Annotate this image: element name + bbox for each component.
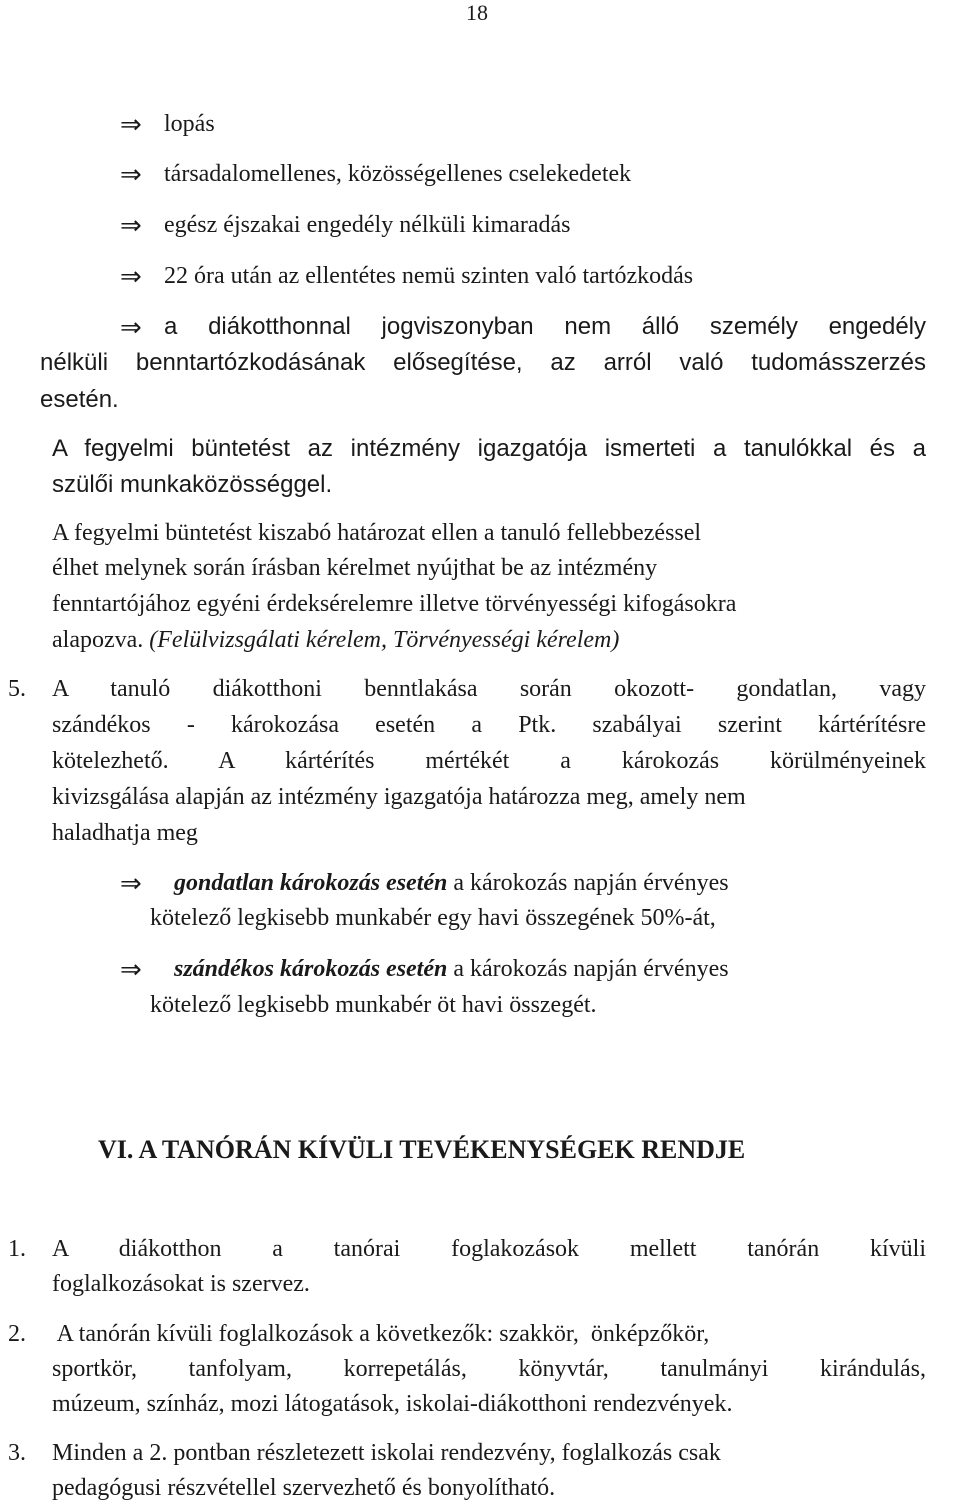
item-number: 3. [8,1440,26,1466]
item-line: foglalkozásokat is szervez. [52,1271,310,1297]
item-number: 5. [8,676,26,702]
item-line: szándékos - károkozása esetén a Ptk. szabályai szerint kártérítésre [52,712,926,738]
damage-item [174,871,729,895]
paragraph-line: A fegyelmi büntetést az intézmény igazgatója ismerteti a tanulókkal és a [52,435,926,462]
paragraph-line: szülői munkaközösséggel. [52,471,333,498]
item-line: haladhatja meg [52,820,198,846]
arrow-icon: ⇒ [120,211,142,241]
item-line: A tanórán kívüli foglalkozások a következők: szakkör, önképzőkör, [52,1321,710,1347]
paragraph-line: esetén. [40,386,119,413]
paragraph-line: A fegyelmi büntetést kiszabó határozat ellen a tanuló fellebbezéssel [52,520,702,546]
item-number: 2. [8,1321,26,1347]
arrow-icon: ⇒ [120,313,142,343]
page-number: 18 [466,0,488,25]
damage-text: a károkozás napján érvényes [447,870,729,896]
damage-text: a károkozás napján érvényes [447,956,729,982]
damage-type: gondatlan károkozás esetén [174,870,448,896]
paragraph-line: fenntartójához egyéni érdeksérelemre illetve törvényességi kifogásokra [52,591,737,617]
paragraph-text: alapozva. [52,627,144,653]
paragraph-line: élhet melynek során írásban kérelmet nyújthat be az intézmény [52,555,658,581]
arrow-icon: ⇒ [120,869,142,899]
section-title: VI. A TANÓRÁN KÍVÜLI TEVÉKENYSÉGEK RENDJE [98,1135,746,1164]
arrow-icon: ⇒ [120,160,142,190]
item-line: kötelezhető. A kártérítés mértékét a károkozás körülményeinek [52,748,926,774]
paragraph-line [52,628,619,652]
list-item: egész éjszakai engedély nélküli kimaradás [164,212,571,238]
damage-line: kötelező legkisebb munkabér egy havi összegének 50%-át, [150,905,716,931]
item-line: pedagógusi részvétellel szervezhető és bonyolítható. [52,1475,556,1501]
damage-line: kötelező legkisebb munkabér öt havi összegét. [150,992,597,1018]
item-line: múzeum, színház, mozi látogatások, iskolai-diákotthoni rendezvények. [52,1391,733,1417]
item-line: Minden a 2. pontban részletezett iskolai rendezvény, foglalkozás csak [52,1440,721,1466]
item-line: A tanuló diákotthoni benntlakása során okozott- gondatlan, vagy [52,676,926,702]
paragraph-line: nélküli benntartózkodásának elősegítése, az arról való tudomásszerzés [40,349,926,376]
damage-type: szándékos károkozás esetén [174,956,448,982]
item-line: kivizsgálása alapján az intézmény igazgatója határozza meg, amely nem [52,784,746,810]
paragraph-italic-text: (Felülvizsgálati kérelem, Törvényességi kérelem) [149,627,620,653]
list-item: társadalomellenes, közösségellenes cselekedetek [164,161,632,187]
list-item: 22 óra után az ellentétes nemü szinten való tartózkodás [164,263,694,289]
arrow-icon: ⇒ [120,110,142,140]
item-number: 1. [8,1236,26,1262]
arrow-icon: ⇒ [120,955,142,985]
item-line: sportkör, tanfolyam, korrepetálás, könyvtár, tanulmányi kirándulás, [52,1356,926,1382]
arrow-icon: ⇒ [120,262,142,292]
list-item: lopás [164,111,215,137]
damage-item [174,957,729,981]
paragraph-line: a diákotthonnal jogviszonyban nem álló személy engedély [164,313,926,340]
item-line: A diákotthon a tanórai foglakozások mellett tanórán kívüli [52,1236,926,1262]
